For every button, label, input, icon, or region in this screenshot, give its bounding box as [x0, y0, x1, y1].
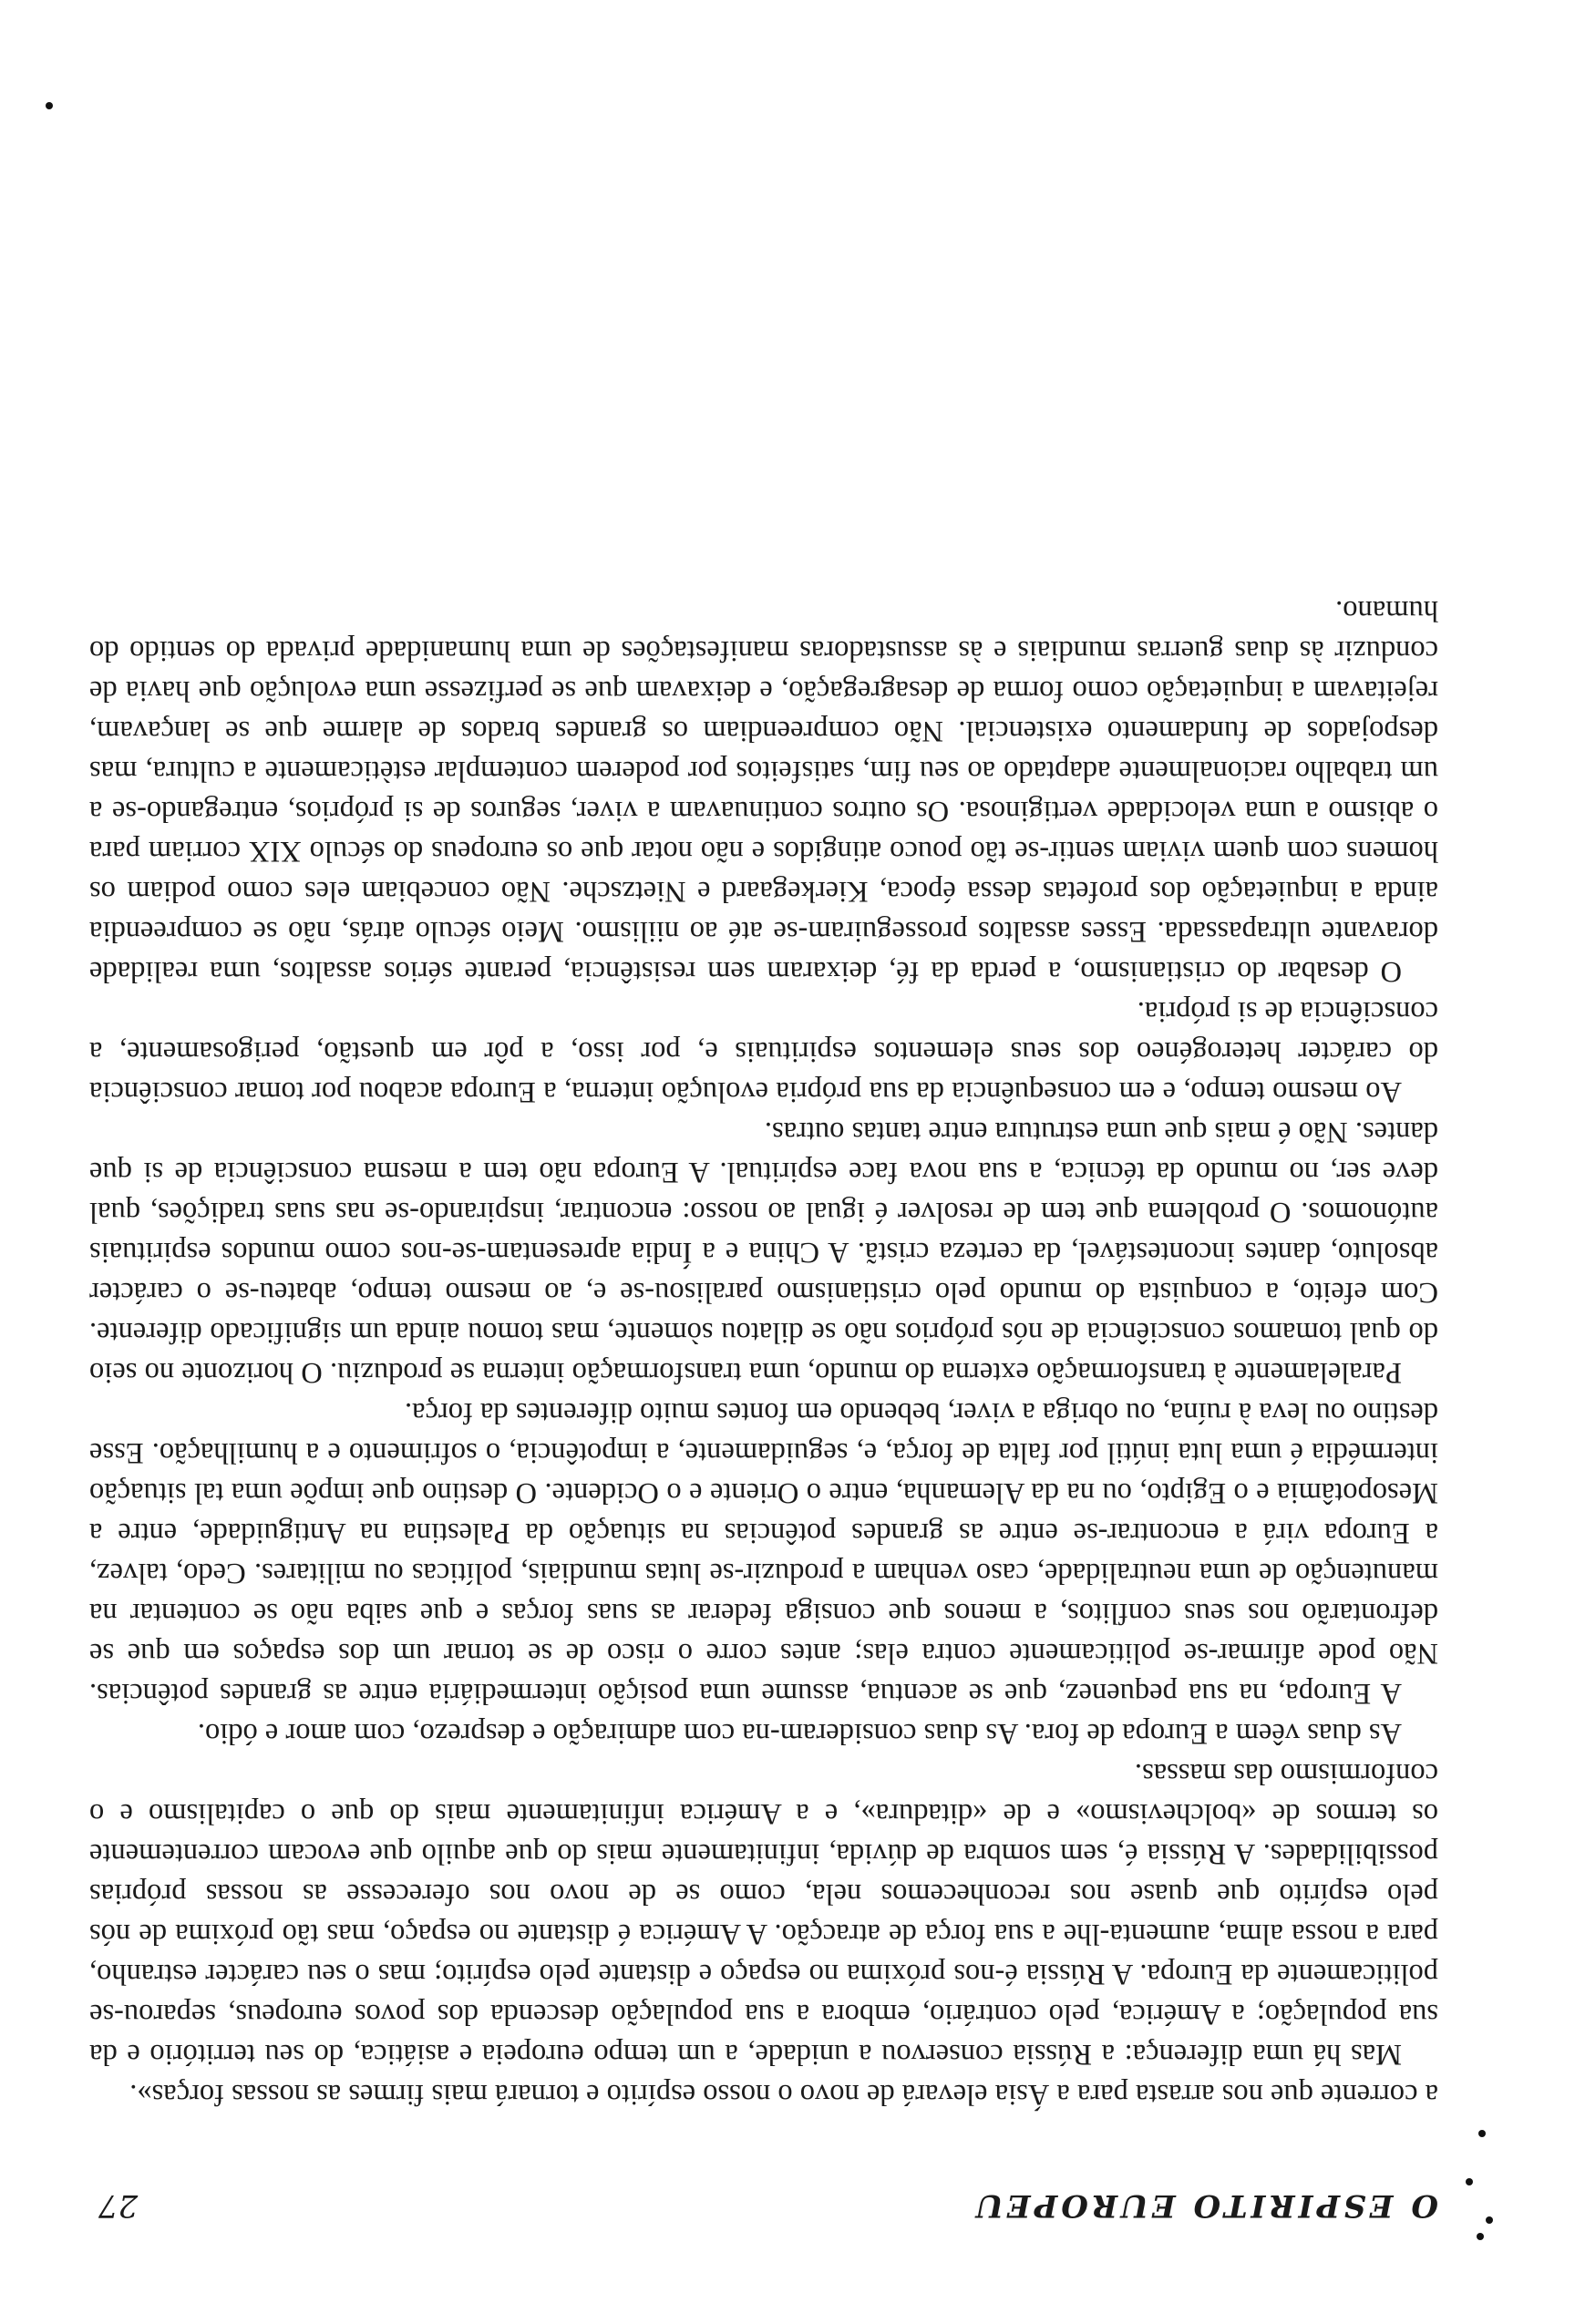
paragraph: As duas vêem a Europa de fora. As duas consideram-na com admiração e desprezo, com amor e ódio.: [197, 1717, 1402, 1750]
running-title: O ESPIRITO EUROPEU: [973, 2187, 1438, 2224]
paragraph: O desabar do cristianismo, a perda da fé, deixaram sem resistência, perante sérios assaltos, uma realidade doravante ultrapassada. Esses assaltos prosseguiram-se até ao niilismo. Meio século atrás, não se compreendia ainda a inquietação dos profetas dessa época, Kierkegaard e Nietzsche. Não concebiam eles como podiam os homens com quem viviam sentir-se tão pouco atingidos e não notar que os europeus do século XIX corriam para o abismo a uma velocidade vertiginosa. Os outros continuavam a viver, seguros de si próprios, entregando-se a um trabalho racionalmente adaptado ao seu fim, satisfeitos por poderem contemplar estèticamente a cultura, mas despojados de fundamento existencial. Não compreendiam os grandes brados de alarme que se lançavam, rejeitavam a inquietação como forma de desagregação, e deixavam que se perfizesse uma evolução que havia de conduzir às duas guerras mundiais e às assustadoras manifestações de uma humanidade privada do sentido do humano.: [89, 594, 1438, 988]
ink-speck: [1466, 2178, 1473, 2185]
paragraph: Mas há uma diferença: a Rússia conservou a unidade, a um tempo europeia e asiática, do seu território e da sua população; a América, pelo contrário, embora a sua população descenda dos povos europeus, separou-se politicamente da Europa. A Rússia é-nos próxima no espaço e distante pelo espírito; mas o seu carácter estranho, para a nossa alma, aumenta-lhe a sua força de atracção. A América é distante no espaço, mas tão próxima de nós pelo espírito que quase nos reconhecemos nela, como se de novo nos oferecesse as nossas próprias possibilidades. A Rússia é, sem sombra de dúvida, infinitamente mais do que aquilo que evocam correntemente os termos de «bolchevismo» e de «ditadura», e a América infinitamente mais do que o capitalismo e o conformismo das massas.: [89, 1757, 1438, 2071]
ink-speck: [46, 102, 53, 109]
paragraph: Paralelamente à transformação externa do mundo, uma transformação interna se produziu. O horizonte no seio do qual tomamos consciência de nós próprios não se dilatou sòmente, mas tomou ainda um significado diferente. Com efeito, a conquista do mundo pelo cristianismo paralisou-se e, ao mesmo tempo, abateu-se o carácter absoluto, dantes incontestável, da certeza cristã. A China e a Índia apresentam-se-nos como mundos espirituais autónomos. O problema que tem de resolver é igual ao nosso: encontrar, inspirando-se nas suas tradições, qual deve ser, no mundo da técnica, a sua nova face espiritual. A Europa não tem a mesma consciência de si que dantes. Não é mais que uma estrutura entre tantas outras.: [89, 1116, 1438, 1389]
ink-speck: [1478, 2130, 1486, 2137]
page-number: 27: [98, 2187, 139, 2224]
paragraph: A Europa, na sua pequenez, que se acentua, assume uma posição intermediária entre as grandes potências. Não pode afirmar-se politicamente contra elas; antes corre o risco de se tornar um dos espaços em que se defrontarão nos seus conflitos, a menos que consiga federar as suas forças e que saiba não se contentar na manutenção de uma neutralidade, caso venham a produzir-se lutas mundiais, políticas ou militares. Cedo, talvez, a Europa virá a encontrar-se entre as grandes potências na situação da Palestina na Antiguidade, entre a Mesopotâmia e o Egipto, ou na da Alemanha, entre o Oriente e o Ocidente. O destino que impõe uma tal situação intermédia é uma luta inútil por falta de força, e, seguidamente, a impotência, o sofrimento e a humilhação. Esse destino ou leva à ruína, ou obriga a viver, bebendo em fontes muito diferentes da força.: [89, 1396, 1438, 1710]
paragraph: Ao mesmo tempo, e em consequência da sua própria evolução interna, a Europa acabou por tomar consciência do carácter heterogéneo dos seus elementos espirituais e, por isso, a pôr em questão, perigosamente, a consciência de si própria.: [89, 995, 1438, 1108]
body-text: [89, 591, 1438, 2114]
ink-speck: [1477, 2233, 1484, 2240]
ink-speck: [1486, 2216, 1493, 2224]
paragraph: a corrente que nos arrasta para a Ásia elevará de novo o nosso espírito e tornará mais firmes as nossas forças».: [129, 2078, 1438, 2111]
running-header: [89, 2173, 1438, 2224]
